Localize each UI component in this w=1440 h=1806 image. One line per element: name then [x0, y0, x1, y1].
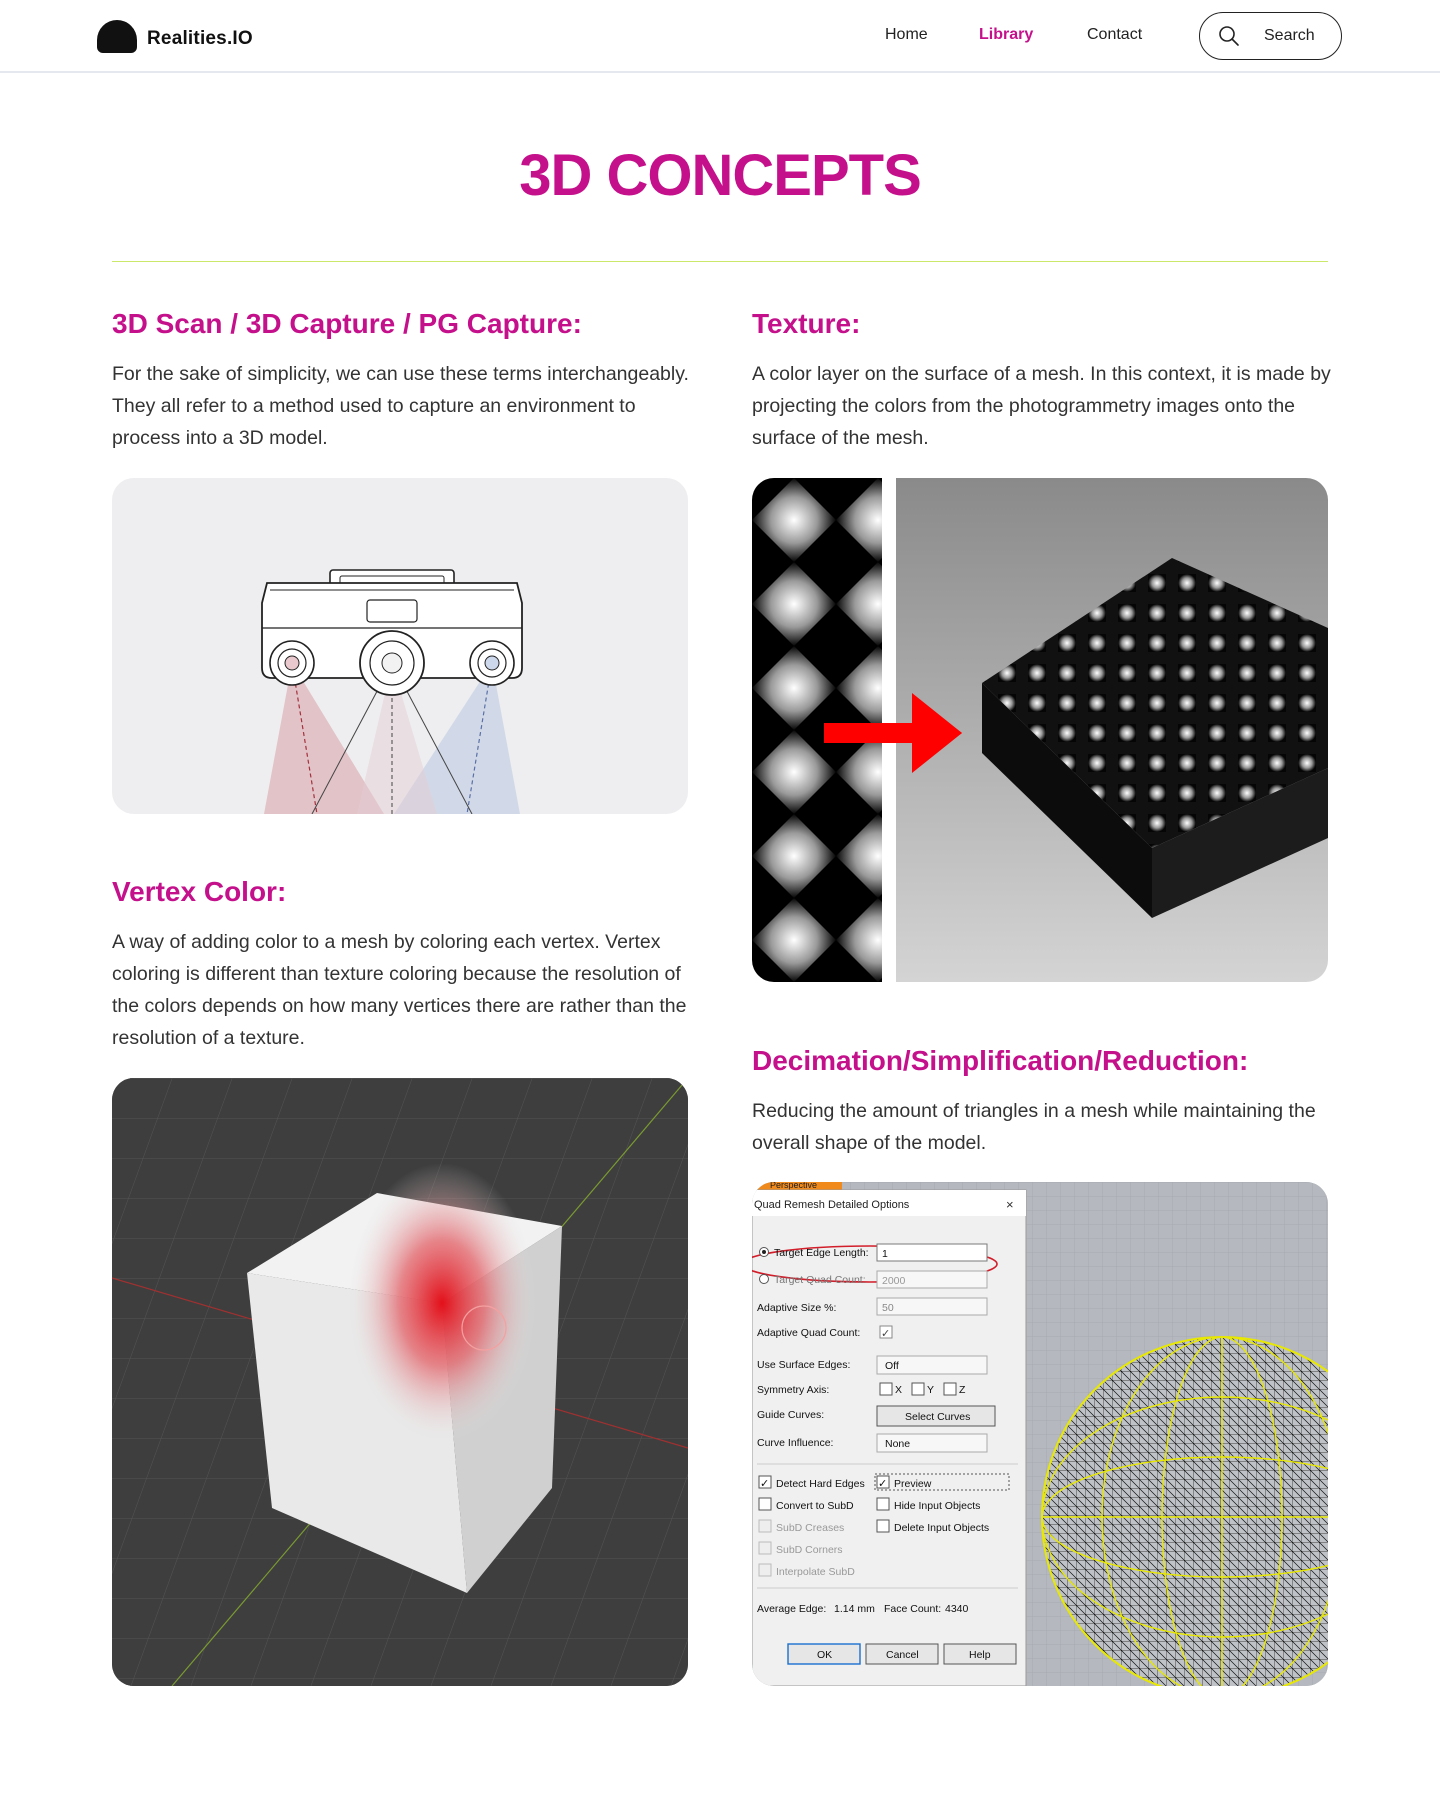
nav-library[interactable]: Library: [979, 26, 1034, 43]
svg-text:Cancel: Cancel: [886, 1649, 919, 1661]
texture-drawing: [752, 478, 1328, 982]
svg-text:×: ×: [1006, 1197, 1014, 1212]
brand-name: Realities.IO: [147, 27, 253, 49]
texture-projection-illustration: [752, 478, 1328, 982]
svg-text:1.14 mm: 1.14 mm: [834, 1603, 875, 1615]
svg-text:OK: OK: [817, 1649, 833, 1661]
search-icon: [1218, 25, 1240, 47]
svg-text:Use Surface Edges:: Use Surface Edges:: [757, 1359, 851, 1371]
svg-text:Hide Input Objects: Hide Input Objects: [894, 1500, 981, 1512]
depth-camera-illustration: [112, 478, 688, 814]
svg-text:Interpolate SubD: Interpolate SubD: [776, 1566, 855, 1578]
section-body-texture: A color layer on the surface of a mesh. In this context, it is made by projecting the colors from the photogrammetry images onto the surface of the mesh.: [752, 363, 1331, 449]
viewport-tab: Perspective: [770, 1182, 818, 1190]
svg-text:✓: ✓: [881, 1328, 891, 1340]
svg-text:1: 1: [882, 1248, 888, 1260]
svg-text:Target Quad Count:: Target Quad Count:: [774, 1274, 866, 1286]
section-body-decimation: Reducing the amount of triangles in a mesh while maintaining the overall shape of the model.: [752, 1100, 1316, 1154]
svg-text:Help: Help: [969, 1649, 991, 1661]
svg-text:Detect Hard Edges: Detect Hard Edges: [776, 1478, 865, 1490]
svg-text:Adaptive Quad Count:: Adaptive Quad Count:: [757, 1327, 861, 1339]
svg-text:Target Edge Length:: Target Edge Length:: [774, 1247, 869, 1259]
svg-text:SubD Corners: SubD Corners: [776, 1544, 843, 1556]
nav-contact[interactable]: Contact: [1087, 26, 1143, 43]
svg-text:4340: 4340: [945, 1603, 969, 1615]
svg-text:Symmetry Axis:: Symmetry Axis:: [757, 1384, 830, 1396]
section-body-3d-scan: For the sake of simplicity, we can use these terms interchangeably. They all refer to a method used to capture an environment to process into a 3D model.: [112, 363, 689, 449]
nav-home[interactable]: Home: [885, 26, 928, 43]
svg-text:Average Edge:: Average Edge:: [757, 1603, 827, 1615]
svg-text:Preview: Preview: [894, 1478, 932, 1490]
svg-text:✓: ✓: [878, 1478, 888, 1490]
svg-text:Face Count:: Face Count:: [884, 1603, 942, 1615]
remesh-drawing: [752, 1182, 1328, 1686]
svg-text:Convert to SubD: Convert to SubD: [776, 1500, 854, 1512]
section-title-vertex-color: Vertex Color:: [112, 876, 287, 907]
camera-drawing: [112, 478, 688, 814]
svg-text:2000: 2000: [882, 1275, 906, 1287]
section-body-vertex-color: A way of adding color to a mesh by coloring each vertex. Vertex coloring is different than texture coloring because the resolution of the colors depends on how many vertices there are rather than the resolution of a texture.: [112, 931, 687, 1049]
svg-text:X: X: [895, 1384, 903, 1396]
logo-mark-icon: [97, 20, 137, 53]
svg-text:✓: ✓: [760, 1478, 770, 1490]
section-title-texture: Texture:: [752, 308, 861, 339]
svg-text:Y: Y: [927, 1384, 935, 1396]
svg-text:Guide Curves:: Guide Curves:: [757, 1409, 825, 1421]
svg-text:Delete Input Objects: Delete Input Objects: [894, 1522, 990, 1534]
page-title: 3D CONCEPTS: [519, 143, 921, 208]
cube-render-drawing: [112, 1078, 688, 1686]
quad-remesh-screenshot: [752, 1182, 1328, 1686]
svg-text:Curve Influence:: Curve Influence:: [757, 1437, 834, 1449]
svg-text:SubD Creases: SubD Creases: [776, 1522, 845, 1534]
search-label: Search: [1264, 27, 1315, 44]
svg-text:Z: Z: [959, 1384, 966, 1396]
svg-text:Off: Off: [885, 1360, 899, 1372]
section-title-3d-scan: 3D Scan / 3D Capture / PG Capture:: [112, 308, 582, 339]
svg-text:None: None: [885, 1438, 911, 1450]
svg-text:Select Curves: Select Curves: [905, 1411, 971, 1423]
brand-logo[interactable]: [97, 20, 253, 53]
site-header: [0, 0, 1440, 73]
section-title-decimation: Decimation/Simplification/Reduction:: [752, 1045, 1249, 1076]
svg-text:Quad Remesh Detailed Options: Quad Remesh Detailed Options: [754, 1199, 910, 1211]
search-button[interactable]: [1199, 12, 1342, 60]
svg-text:50: 50: [882, 1302, 894, 1314]
svg-text:Adaptive Size %:: Adaptive Size %:: [757, 1302, 837, 1314]
vertex-color-cube-render: [112, 1078, 688, 1686]
title-divider: [112, 261, 1328, 262]
